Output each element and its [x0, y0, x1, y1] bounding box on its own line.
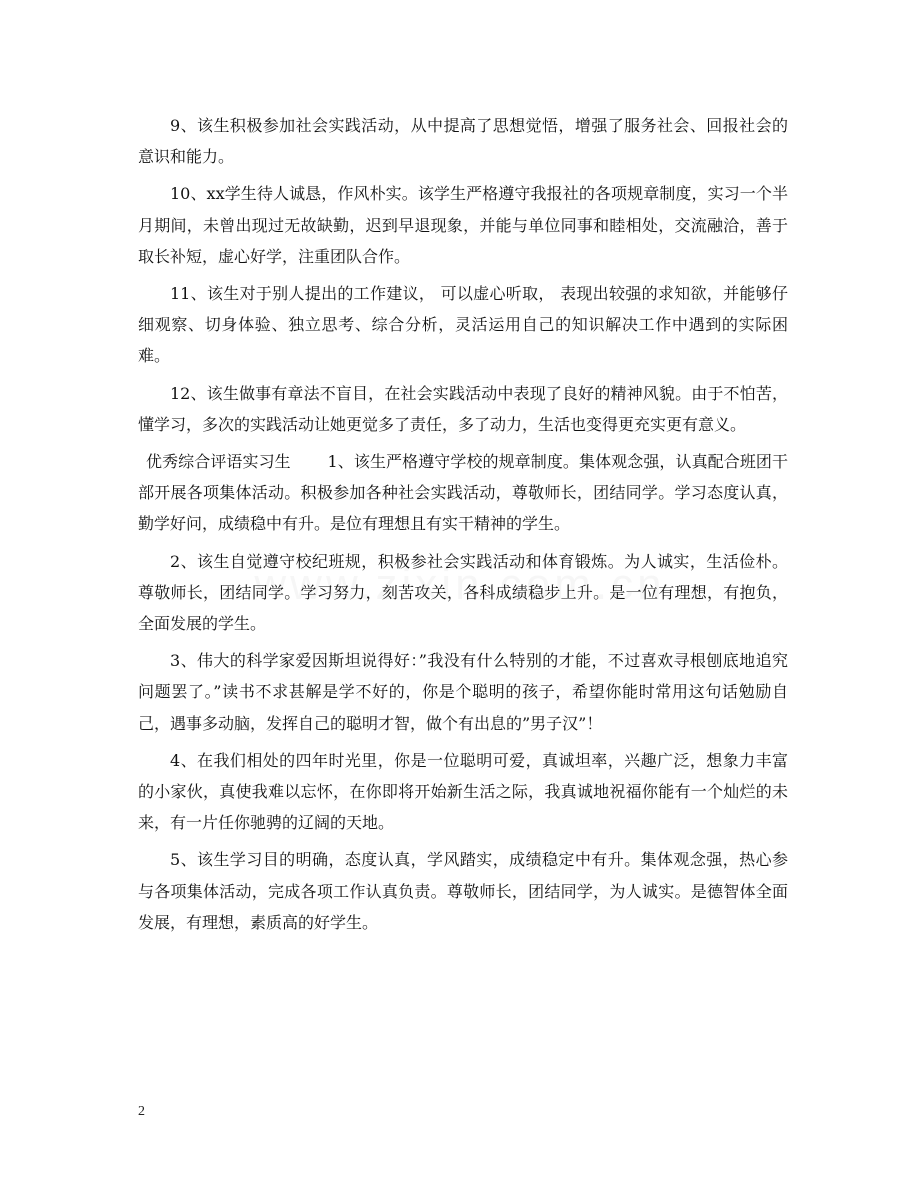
section-item-1: 1、该生严格遵守学校的规章制度。集体观念强，认真配合班团干部开展各项集体活动。积极参加各种社会实践活动，尊敬师长，团结同学。学习态度认真，勤学好问，成绩稳中有升。是位有理想且有实干精神的学生。 — [138, 452, 788, 534]
section-item-3: 3、伟大的科学家爱因斯坦说得好：”我没有什么特别的才能，不过喜欢寻根刨底地追究问题罢了。”读书不求甚解是学不好的，你是个聪明的孩子，希望你能时常用这句话勉励自己，遇事多动脑，发挥自己的聪明才智，做个有出息的”男子汉”！ — [138, 651, 788, 733]
section-item-5: 5、该生学习目的明确，态度认真，学风踏实，成绩稳定中有升。集体观念强，热心参与各项集体活动，完成各项工作认真负责。尊敬师长，团结同学，为人诚实。是德智体全面发展，有理想，素质高的好学生。 — [138, 850, 788, 932]
section-heading: 优秀综合评语实习生 — [146, 452, 291, 472]
paragraph-10: 10、xx学生待人诚恳，作风朴实。该学生严格遵守我报社的各项规章制度，实习一个半月期间，未曾出现过无故缺勤，迟到早退现象，并能与单位同事和睦相处，交流融洽，善于取长补短，虚心好学，注重团队合作。 — [138, 184, 788, 266]
page-number: 2 — [138, 1104, 145, 1119]
paragraph-11: 11、该生对于别人提出的工作建议， 可以虚心听取， 表现出较强的求知欲，并能够仔细观察、切身体验、独立思考、综合分析，灵活运用自己的知识解决工作中遇到的实际困难。 — [138, 284, 788, 366]
paragraph-9: 9、该生积极参加社会实践活动，从中提高了思想觉悟，增强了服务社会、回报社会的意识和能力。 — [138, 116, 788, 167]
section-item-2: 2、该生自觉遵守校纪班规，积极参社会实践活动和体育锻炼。为人诚实，生活俭朴。尊敬师长，团结同学。学习努力，刻苦攻关，各科成绩稳步上升。是一位有理想，有抱负，全面发展的学生。 — [138, 551, 788, 634]
document-body — [138, 110, 788, 944]
section-first-paragraph — [138, 446, 788, 540]
section-item-4: 4、在我们相处的四年时光里，你是一位聪明可爱，真诚坦率，兴趣广泛，想象力丰富的小家伙，真使我难以忘怀，在你即将开始新生活之际，我真诚地祝福你能有一个灿烂的未来，有一片任你驰骋的辽阔的天地。 — [138, 750, 788, 833]
paragraph-12: 12、该生做事有章法不盲目，在社会实践活动中表现了良好的精神风貌。由于不怕苦，懂学习，多次的实践活动让她更觉多了责任，多了动力，生活也变得更充实更有意义。 — [138, 383, 788, 434]
